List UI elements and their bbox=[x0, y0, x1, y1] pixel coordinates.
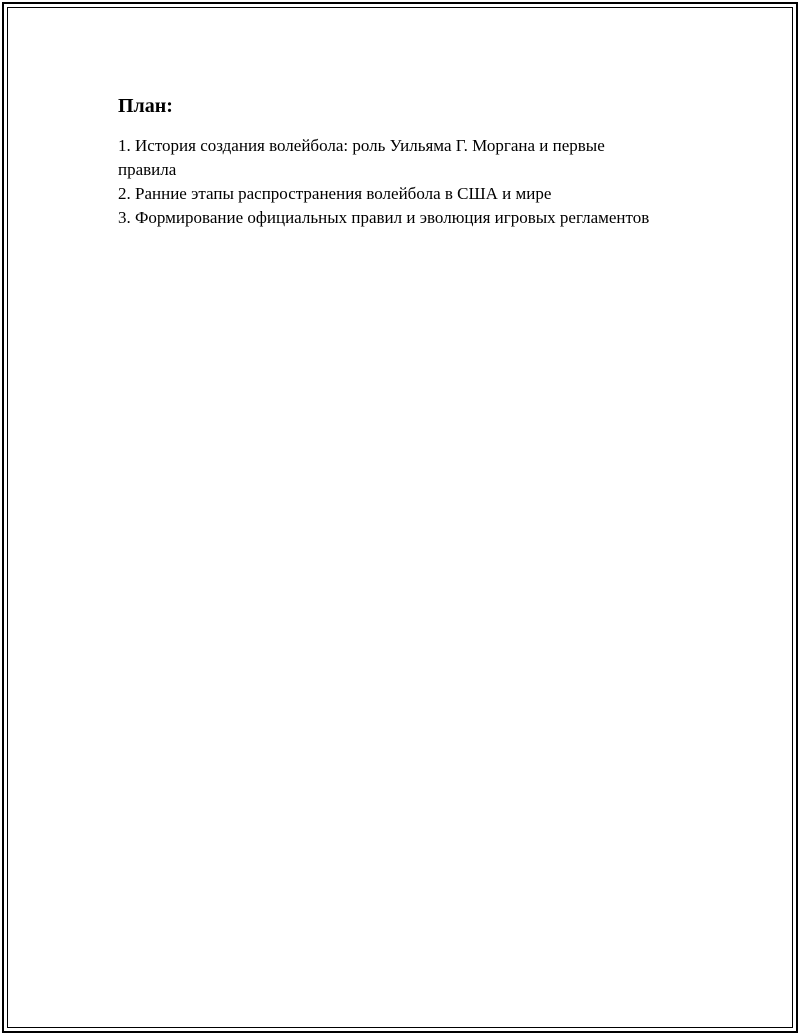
plan-item-1: 1. История создания волейбола: роль Уильяма Г. Моргана и первые правила bbox=[118, 136, 605, 179]
plan-list bbox=[118, 134, 658, 230]
plan-item-3: 3. Формирование официальных правил и эволюция игровых регламентов bbox=[118, 208, 650, 227]
document-body bbox=[118, 92, 658, 230]
plan-item-2: 2. Ранние этапы распространения волейбола в США и мире bbox=[118, 184, 552, 203]
page-title: План: bbox=[118, 95, 173, 117]
